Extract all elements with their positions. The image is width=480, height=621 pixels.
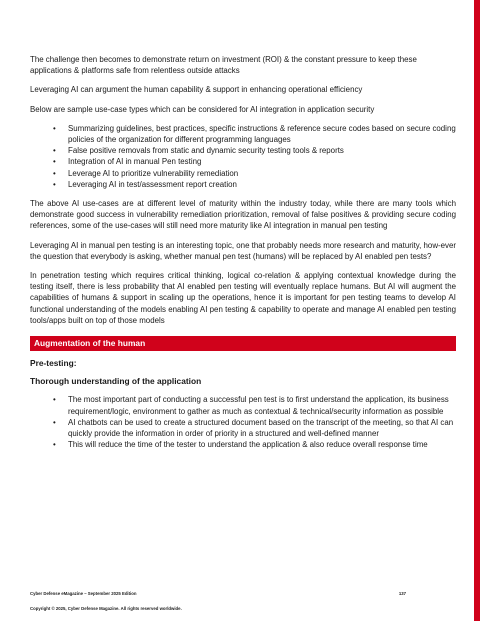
list-item-text: Leverage AI to prioritize vulnerability remediation <box>68 168 239 178</box>
footer-magazine-edition: Cyber Defense eMagazine – September 2025 Edition <box>30 591 137 596</box>
bullet-icon: • <box>53 179 56 189</box>
section-heading: Augmentation of the human <box>30 336 456 351</box>
usecase-list <box>30 123 456 190</box>
paragraph-roi: The challenge then becomes to demonstrate return on investment (ROI) & the constant pressure to keep these applications & platforms safe from relentless outside attacks <box>30 55 417 76</box>
paragraph-critical-thinking: In penetration testing which requires critical thinking, logical co-relation & applying contextual knowledge during the testing itself, there is less probability that AI enabled pen testing will eventually replace humans. But AI will augment the capabilities of humans & support in scaling up the operations, hence it is important for pen testing teams to develop AI functional understanding of the models enabling AI pen testing & capability to operate and manage AI enabled pen testing tools/apps built on top of those models <box>30 271 456 325</box>
bullet-icon: • <box>53 146 56 156</box>
bullet-icon: • <box>53 168 56 178</box>
bullet-icon: • <box>53 157 56 167</box>
pretest-list <box>30 394 456 450</box>
page-footer <box>30 591 406 611</box>
footer-page-number: 137 <box>398 591 406 596</box>
bullet-icon: • <box>53 417 56 427</box>
paragraph-manual-pen-testing: Leveraging AI in manual pen testing is an interesting topic, one that probably needs more research and maturity, how-ever the question that everybody is asking, whether manual pen test (humans) will be replaced by AI enabled pen tests? <box>30 240 456 261</box>
list-item-text: Leveraging AI in test/assessment report creation <box>68 179 237 189</box>
paragraph-leveraging-ai: Leveraging AI can argument the human capability & support in enhancing operational efficiency <box>30 85 363 95</box>
list-item-text: Summarizing guidelines, best practices, specific instructions & reference secure codes based on secure coding policies of the organization for different programming languages <box>68 123 456 145</box>
article-body <box>30 54 456 458</box>
footer-copyright: Copyright © 2025, Cyber Defense Magazine. All rights reserved worldwide. <box>30 606 182 611</box>
subheading-understanding: Thorough understanding of the application <box>30 376 202 387</box>
list-item <box>30 394 456 416</box>
list-item <box>30 417 456 439</box>
list-item-text: False positive removals from static and dynamic security testing tools & reports <box>68 146 344 156</box>
list-item <box>30 179 456 190</box>
paragraph-maturity: The above AI use-cases are at different level of maturity within the industry today, while there are many tools which demonstrate good success in vulnerability remediation prioritization, removal of false positives & providing secure coding references, some of the use-cases will still need more maturity like AI integration in manual pen testing <box>30 199 456 231</box>
bullet-icon: • <box>53 440 56 450</box>
bullet-icon: • <box>53 395 56 405</box>
list-item <box>30 439 456 450</box>
page-edge-accent-bar <box>474 0 480 621</box>
list-item <box>30 156 456 167</box>
list-item <box>30 168 456 179</box>
list-item-text: This will reduce the time of the tester to understand the application & also reduce overall response time <box>68 440 428 450</box>
subheading-pre-testing: Pre-testing: <box>30 358 77 369</box>
list-item <box>30 145 456 156</box>
list-item-text: Integration of AI in manual Pen testing <box>68 157 202 167</box>
paragraph-usecase-intro: Below are sample use-case types which can be considered for AI integration in application security <box>30 104 375 114</box>
list-item <box>30 123 456 145</box>
bullet-icon: • <box>53 123 56 133</box>
list-item-text: The most important part of conducting a successful pen test is to first understand the application, its business requirement/logic, environment to gather as much as contextual & technical/security information as possible <box>68 395 449 416</box>
list-item-text: AI chatbots can be used to create a structured document based on the transcript of the meeting, so that AI can quickly provide the information in order of priority in a structured and well-defined manner <box>68 417 454 439</box>
